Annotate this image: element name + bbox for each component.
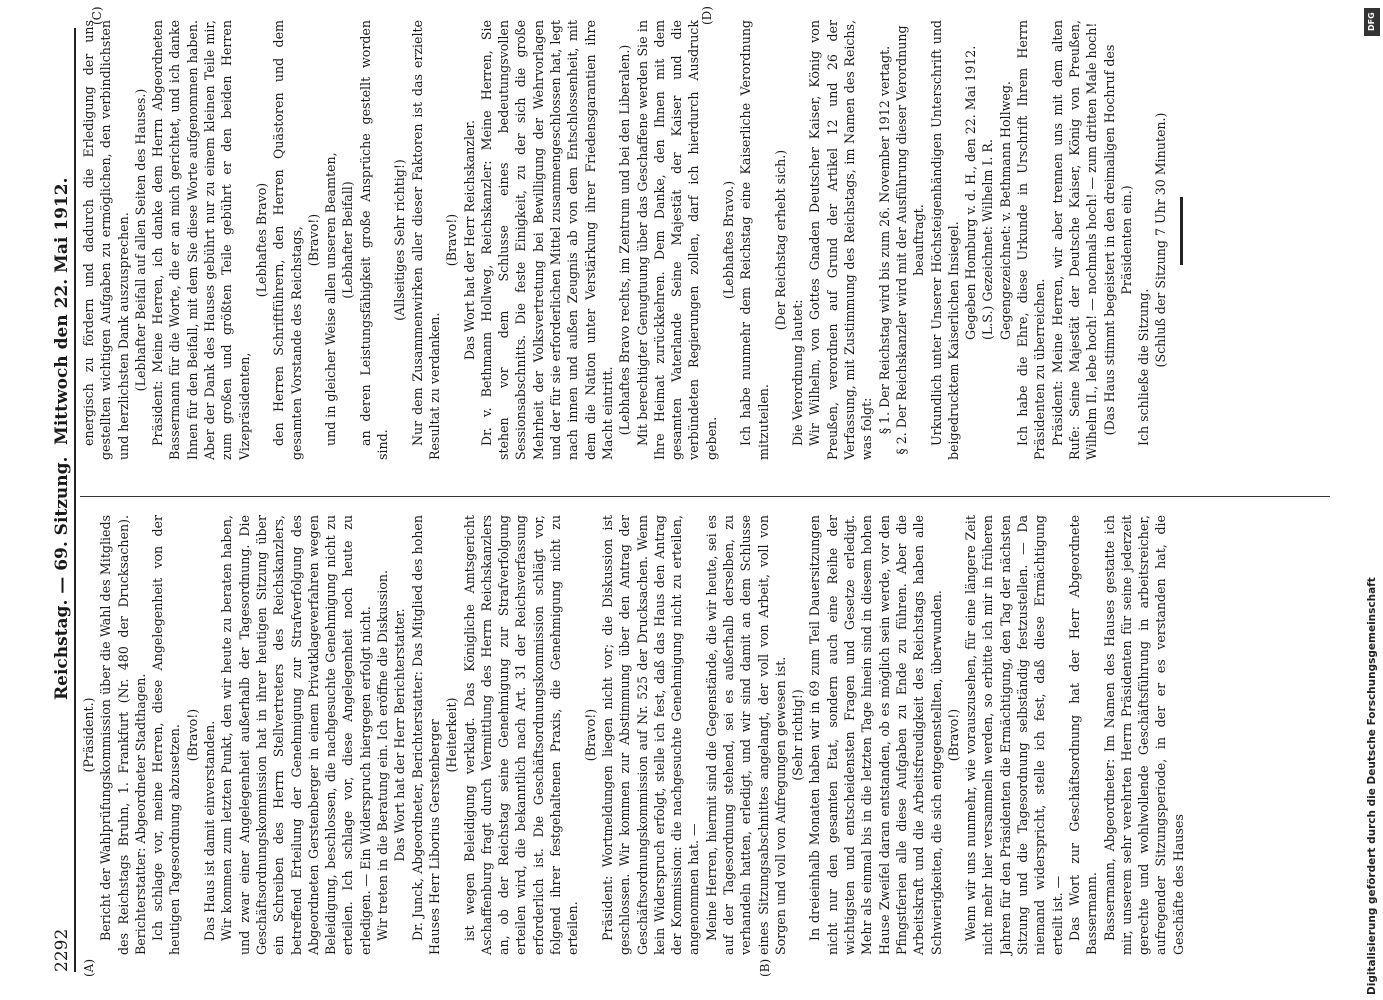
paragraph: Meine Herren, hiermit sind die Gegenstände, die wir heute, sei es auf der Tagesordnung stehend, sei es außerhalb derselben, zu verhandeln hatten, erledigt, und wir sind damit an dem Schlusse eines Sitzungsabschnittes angelangt, der voll von Arbeit, voll von Sorgen und voll von Aufregungen gewesen ist. xyxy=(703,515,788,955)
paragraph: Dr. v. Bethmann Hollweg, Reichskanzler: Meine Herren, Sie stehen vor dem Schlusse eines bedeutungsvollen Sessionsabschnitts. Die feste Einigkeit, zu der sich die große Mehrheit der Volksvertretung bei Bewilligung der Wehrvorlagen und der für sie erforderlichen Mittel zusammengeschlossen hat, legt nach innen und außen Zeugnis ab von dem Entschlossenheit, mit dem die Nation unter Verstärkung ihrer Friedensgarantien ihre Macht eintritt. xyxy=(478,20,615,460)
paragraph: § 2. Der Reichskanzler wird mit der Ausführung dieser Verordnung beauftragt. xyxy=(893,25,927,455)
paragraph: Das Wort zur Geschäftsordnung hat der Herr Abgeordnete Bassermann. xyxy=(1066,515,1100,955)
paragraph: Ich habe die Ehre, diese Urkunde in Urschrift Ihrem Herrn Präsidenten zu überreichen. xyxy=(1015,20,1048,460)
paragraph: Nur dem Zusammenwirken aller dieser Faktoren ist das erzielte Resultat zu verdanken. xyxy=(409,20,442,460)
margin-marker-d: (D) xyxy=(700,6,714,25)
margin-marker-b: (B) xyxy=(758,958,772,977)
paragraph: (Der Reichstag erhebt sich.) xyxy=(772,149,788,331)
margin-marker-a: (A) xyxy=(82,958,96,977)
paragraph: Gegengezeichnet: v. Bethmann Hollweg. xyxy=(997,81,1013,340)
paragraph: energisch zu fördern und dadurch die Erledigung der uns gestellten wichtigen Aufgaben zu ermöglichen, den verbindlichsten und herzlichsten Dank auszusprechen. xyxy=(81,20,131,460)
paragraph: (Das Haus stimmt begeistert in den dreimaligen Hochruf des Präsidenten ein.) xyxy=(1101,44,1134,436)
paragraph: Das Haus ist damit einverstanden. xyxy=(202,720,218,941)
paragraph: Präsident: Meine Herren, ich danke dem Herrn Abgeordneten Bassermann für die Worte, die er an mich gerichtet, und ich danke Ihnen für den Beifall, mit dem Sie diese Worte aufgenommen haben. Aber der Dank des Hauses gebührt nur zu einem kleinen Teile mir, zum großen und größten Teile gebührt er den beiden Herren Vizepräsidenten, xyxy=(150,20,252,460)
paragraph: Präsident: Meine Herren, wir aber trennen uns mit dem alten Rufe: Seine Majestät der Deutsche Kaiser, König von Preußen, Wilhelm II., lebe hoch! — nochmals hoch! — zum dritten Male hoch! xyxy=(1049,20,1100,460)
paragraph: (Heiterkeit) xyxy=(444,697,460,773)
paragraph: (L.S.) Gezeichnet: Wilhelm I. R. xyxy=(980,139,996,340)
paragraph: Ich habe nunmehr dem Reichstag eine Kaiserliche Verordnung mitzuteilen. xyxy=(738,20,771,460)
paragraph: (Allseitiges Sehr richtig!) xyxy=(392,159,408,321)
paragraph: (Lebhaftes Bravo) xyxy=(253,182,269,298)
paragraph: an deren Leistungsfähigkeit große Ansprüche gestellt worden sind. xyxy=(357,20,391,460)
header-rule xyxy=(74,28,76,972)
paragraph: Dr. Junck, Abgeordneter, Berichterstatter: Das Mitglied des hohen Hauses Herr Liborius Gerstenberger xyxy=(409,515,442,955)
paragraph: (Bravo!) xyxy=(305,213,321,267)
left-column xyxy=(80,515,1187,955)
paragraph: (Lebhaftes Bravo rechts, im Zentrum und bei den Liberalen.) xyxy=(617,44,633,436)
end-rule xyxy=(1180,197,1183,265)
paragraph: Bassermann, Abgeordneter: Im Namen des Hauses gestatte ich mir, unserem sehr verehrten Herrn Präsidenten für seine jederzeit gerechte und wohlwollende Geschäftsführung in arbeitsreicher, aufregender Sitzungsperiode, in der er es verstanden hat, die Geschäfte des Hauses xyxy=(1101,515,1186,955)
running-head-left: Reichstag. — 69. Sitzung. xyxy=(52,456,72,700)
paragraph: ist wegen Beleidigung verklagt. Das Königliche Amtsgericht Aschaffenburg fragt durch Vermittlung des Herrn Reichskanzlers an, ob der Reichstag seine Genehmigung zur Strafverfolgung erteilen wird, die bekanntlich nach Art. 31 der Reichsverfassung erforderlich ist. Die Geschäftsordnungskommission schlägt vor, folgend ihrer festgehaltenen Praxis, die Genehmigung nicht zu erteilen. xyxy=(461,515,581,955)
paragraph: Wir treten in die Beratung ein. Ich eröffne die Diskussion. xyxy=(375,569,391,941)
paragraph: In dreieinhalb Monaten haben wir in 69 zum Teil Dauersitzungen nicht nur den gesamten Etat, sondern auch eine Reihe der wichtigsten und entscheidensten Fragen und Gesetze erledigt. Mehr als einmal bis in die letzten Tage hinein sind in diesem hohen Hause Zweifel daran entstanden, ob es möglich sein werde, vor den Pfingstferien alle diese Aufgaben zu Ende zu führen. Aber die Arbeitskraft und die Arbeitsfreudigkeit des Reichstags haben alle Schwierigkeiten, die sich entgegenstellten, überwunden. xyxy=(807,515,944,955)
paragraph: Wir Wilhelm, von Gottes Gnaden Deutscher Kaiser, König von Preußen, verordnen auf Grund der Artikel 12 und 26 der Verfassung, mit Zustimmung des Reichstags, im Namen des Reichs, was folgt: xyxy=(807,20,875,460)
paragraph: (Lebhafter Beifall) xyxy=(340,181,356,299)
paragraph: Das Wort hat der Herr Reichskanzler. xyxy=(461,119,477,361)
column-divider xyxy=(80,496,1330,497)
paragraph: Bericht der Wahlprüfungskommission über die Wahl des Mitglieds des Reichstags Bruhn, 1. Frankfurt (Nr. 480 der Drucksachen). Berichterstatter: Abgeordneter Stadthagen. xyxy=(98,515,148,955)
paragraph: (Bravo!) xyxy=(945,708,961,762)
paragraph: (Sehr richtig!) xyxy=(790,689,806,781)
paragraph: Das Wort hat der Herr Berichterstatter. xyxy=(392,608,408,862)
paragraph: (Bravo!) xyxy=(184,708,200,762)
paragraph: und in gleicher Weise allen unseren Beamten, xyxy=(323,152,339,446)
paragraph: Ich schließe die Sitzung. xyxy=(1136,288,1152,446)
margin-marker-c: (C) xyxy=(90,6,104,25)
paragraph: (Bravo!) xyxy=(582,708,598,762)
digitization-credit: Digitalisierung gefördert durch die Deutsche Forschungsgemeinschaft xyxy=(1366,577,1378,995)
paragraph: Urkundlich unter Unserer Höchsteigenhändigen Unterschrift und beigedrucktem Kaiserlichen Insiegel. xyxy=(928,20,961,460)
paragraph: Ich schlage vor, meine Herren, diese Angelegenheit von der heutigen Tagesordnung abzusetzen. xyxy=(150,515,183,955)
paragraph: § 1. Der Reichstag wird bis zum 26. November 1912 vertagt. xyxy=(876,45,892,435)
page-number: 2292 xyxy=(52,928,72,972)
right-column xyxy=(80,20,1170,460)
paragraph: Gegeben Homburg v. d. H., den 22. Mai 1912. xyxy=(963,45,979,340)
paragraph: Mit berechtigter Genugtuung über das Geschaffene werden Sie in Ihre Heimat zurückkehren. Dem Danke, den Ihnen mit dem gesamten Vaterlande Seine Majestät der Kaiser und die verbündeten Regierungen zollen, darf ich hierdurch Ausdruck geben. xyxy=(634,20,719,460)
paragraph: (Präsident.) xyxy=(81,697,96,773)
dfg-logo: DFG xyxy=(1364,8,1380,36)
paragraph: den Herren Schriftführern, den Herren Quästoren und dem gesamten Vorstande des Reichstags, xyxy=(271,20,304,460)
paragraph: Wir kommen zum letzten Punkt, den wir heute zu beraten haben, und zwar einer Angelegenheit außerhalb der Tagesordnung. Die Geschäftsordnungskommission hat in ihrer heutigen Sitzung über ein Schreiben des Herrn Stellvertreters des Reichskanzlers, betreffend Erteilung der Genehmigung zur Strafverfolgung des Abgeordneten Gerstenberger in einem Privatklageverfahren wegen Beleidigung, beschlossen, die nachgesuchte Genehmigung nicht zu erteilen. Ich schlage vor, diese Angelegenheit noch heute zu erledigen. — Ein Widerspruch hiergegen erfolgt nicht. xyxy=(219,515,373,955)
paragraph: Präsident: Wortmeldungen liegen nicht vor; die Diskussion ist geschlossen. Wir kommen zur Abstimmung über den Antrag der Geschäftsordnungskommission auf Nr. 525 der Drucksachen. Wenn kein Widerspruch erfolgt, stelle ich fest, daß das Haus den Antrag der Kommission: die nachgesuchte Genehmigung nicht zu erteilen, angenommen hat. — xyxy=(599,515,702,955)
paragraph: (Schluß der Sitzung 7 Uhr 30 Minuten.) xyxy=(1153,112,1169,368)
paragraph: (Bravo!) xyxy=(444,213,460,267)
paragraph: (Lebhaftes Bravo.) xyxy=(720,180,736,300)
running-head-right: Mittwoch den 22. Mai 1912. xyxy=(52,177,72,445)
paragraph: (Lebhafter Beifall auf allen Seiten des Hauses.) xyxy=(132,88,148,392)
paragraph: Die Verordnung lautet: xyxy=(790,299,806,446)
paragraph: Wenn wir uns nunmehr, wie vorauszusehen, für eine längere Zeit nicht mehr hier versammeln werden, so erbitte ich mir in früheren Jahren für den Präsidenten die Ermächtigung, den Tag der nächsten Sitzung und die Tagesordnung selbständig festzustellen. — Da niemand widerspricht, stelle ich fest, daß diese Ermächtigung erteilt ist. — xyxy=(963,515,1065,955)
